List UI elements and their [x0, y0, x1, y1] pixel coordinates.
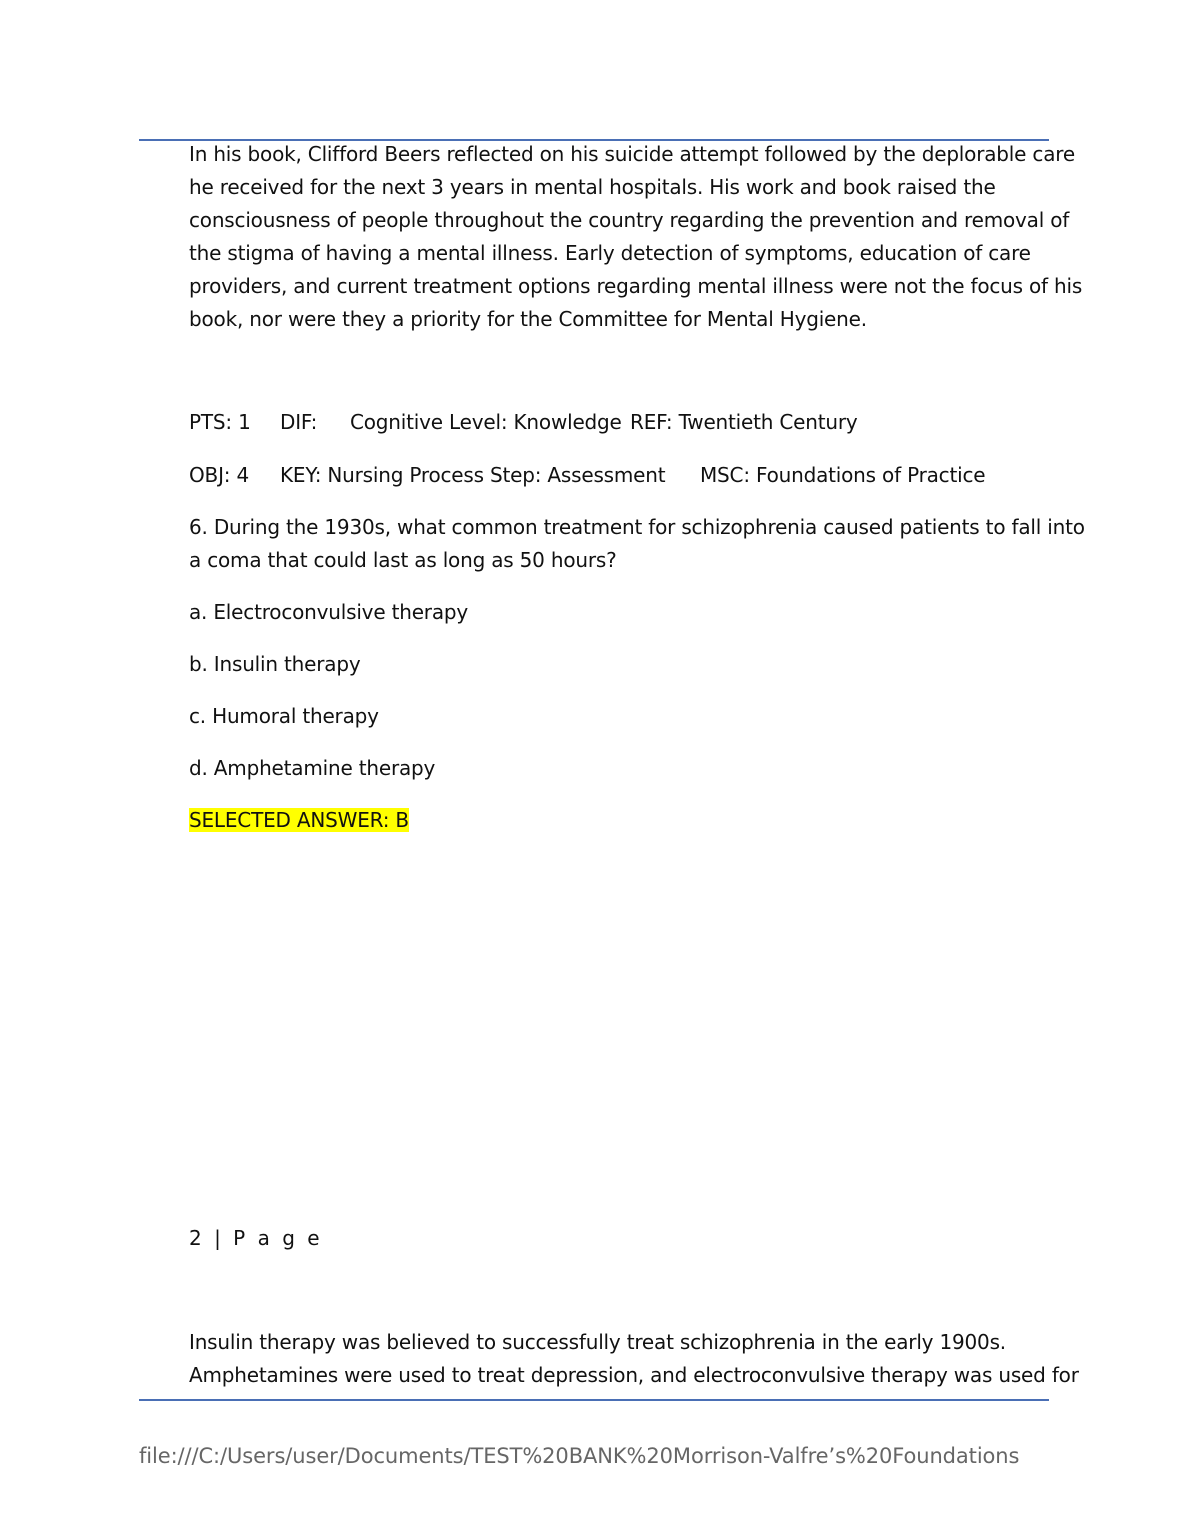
selected-answer: SELECTED ANSWER: B — [189, 808, 409, 832]
option-b: b. Insulin therapy — [189, 652, 361, 676]
obj-label: OBJ: 4 — [189, 463, 249, 487]
rationale-line: consciousness of people throughout the country regarding the prevention and removal of — [189, 208, 1070, 232]
msc-label: MSC: Foundations of Practice — [700, 463, 986, 487]
dif-label: DIF: — [280, 410, 318, 434]
rationale-line: the stigma of having a mental illness. Early detection of symptoms, education of care — [189, 241, 1031, 265]
pts-label: PTS: 1 — [189, 410, 251, 434]
rationale-line: In his book, Clifford Beers reflected on his suicide attempt followed by the deplorable care — [189, 142, 1075, 166]
bottom-divider — [139, 1399, 1049, 1401]
option-a: a. Electroconvulsive therapy — [189, 600, 469, 624]
cognitive-level: Cognitive Level: Knowledge — [350, 410, 622, 434]
question-line: a coma that could last as long as 50 hours? — [189, 548, 617, 572]
rationale-line: providers, and current treatment options regarding mental illness were not the focus of his — [189, 274, 1083, 298]
question-stem — [189, 511, 1085, 577]
ref-label: REF: Twentieth Century — [630, 410, 858, 434]
question-meta-row-2 — [189, 459, 1069, 492]
rationale-line: he received for the next 3 years in mental hospitals. His work and book raised the — [189, 175, 996, 199]
page-number: 2 | P a g e — [189, 1226, 323, 1250]
rationale-paragraph — [189, 138, 1083, 336]
selected-answer-line — [189, 804, 1069, 837]
option-c: c. Humoral therapy — [189, 704, 379, 728]
next-rationale-paragraph — [189, 1326, 1079, 1392]
question-line: 6. During the 1930s, what common treatment for schizophrenia caused patients to fall into — [189, 515, 1085, 539]
rationale-line: book, nor were they a priority for the Committee for Mental Hygiene. — [189, 307, 867, 331]
key-label: KEY: Nursing Process Step: Assessment — [280, 463, 666, 487]
option-d: d. Amphetamine therapy — [189, 756, 436, 780]
file-path: file:///C:/Users/user/Documents/TEST%20BANK%20Morrison-Valfre’s%20Foundations — [139, 1444, 1020, 1468]
question-meta-row-1 — [189, 406, 1069, 439]
next-rationale-line: Amphetamines were used to treat depression, and electroconvulsive therapy was used for — [189, 1363, 1079, 1387]
next-rationale-line: Insulin therapy was believed to successfully treat schizophrenia in the early 1900s. — [189, 1330, 1006, 1354]
